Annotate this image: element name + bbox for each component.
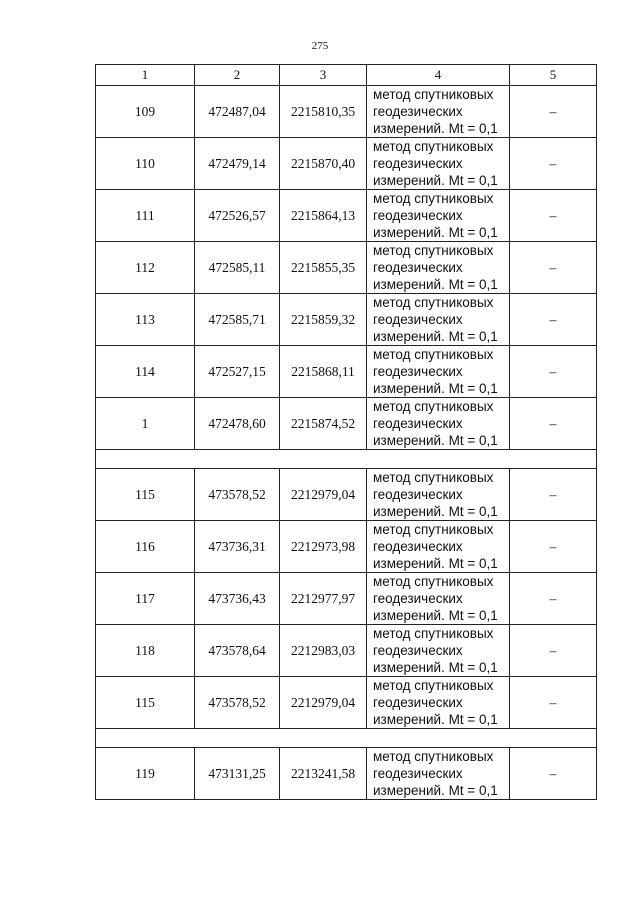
method-line: измерений. Mt = 0,1 — [373, 225, 498, 240]
y-coordinate-cell: 2215868,11 — [280, 346, 367, 398]
method-line: метод спутниковых — [373, 626, 494, 641]
note-cell: – — [510, 294, 597, 346]
method-cell — [367, 398, 510, 450]
method-line: метод спутниковых — [373, 749, 494, 764]
method-line: геодезических — [373, 487, 463, 502]
table-row — [96, 625, 597, 677]
method-line: геодезических — [373, 104, 463, 119]
note-cell: – — [510, 138, 597, 190]
point-number-cell: 113 — [96, 294, 195, 346]
table-row — [96, 138, 597, 190]
method-line: метод спутниковых — [373, 347, 494, 362]
method-line: измерений. Mt = 0,1 — [373, 556, 498, 571]
method-line: метод спутниковых — [373, 470, 494, 485]
method-line: геодезических — [373, 591, 463, 606]
method-line: геодезических — [373, 364, 463, 379]
y-coordinate-cell: 2212979,04 — [280, 469, 367, 521]
method-line: геодезических — [373, 208, 463, 223]
method-line: измерений. Mt = 0,1 — [373, 712, 498, 727]
column-header-5: 5 — [510, 65, 597, 86]
column-header-1: 1 — [96, 65, 195, 86]
y-coordinate-cell: 2212977,97 — [280, 573, 367, 625]
x-coordinate-cell: 472585,71 — [195, 294, 280, 346]
method-line: метод спутниковых — [373, 522, 494, 537]
x-coordinate-cell: 472478,60 — [195, 398, 280, 450]
method-line: измерений. Mt = 0,1 — [373, 504, 498, 519]
note-cell: – — [510, 346, 597, 398]
method-line: геодезических — [373, 695, 463, 710]
method-line: измерений. Mt = 0,1 — [373, 660, 498, 675]
note-cell: – — [510, 242, 597, 294]
y-coordinate-cell: 2215864,13 — [280, 190, 367, 242]
method-cell — [367, 294, 510, 346]
coordinates-table — [95, 64, 597, 800]
x-coordinate-cell: 472585,11 — [195, 242, 280, 294]
note-cell: – — [510, 573, 597, 625]
method-line: геодезических — [373, 643, 463, 658]
table-row — [96, 190, 597, 242]
column-header-2: 2 — [195, 65, 280, 86]
method-line: геодезических — [373, 156, 463, 171]
note-cell: – — [510, 398, 597, 450]
table-row — [96, 86, 597, 138]
method-line: геодезических — [373, 539, 463, 554]
method-cell — [367, 242, 510, 294]
method-line: измерений. Mt = 0,1 — [373, 173, 498, 188]
point-number-cell: 118 — [96, 625, 195, 677]
y-coordinate-cell: 2215859,32 — [280, 294, 367, 346]
method-line: метод спутниковых — [373, 243, 494, 258]
point-number-cell: 115 — [96, 677, 195, 729]
point-number-cell: 115 — [96, 469, 195, 521]
column-header-3: 3 — [280, 65, 367, 86]
note-cell: – — [510, 86, 597, 138]
point-number-cell: 109 — [96, 86, 195, 138]
table-header-row — [96, 65, 597, 86]
x-coordinate-cell: 472487,04 — [195, 86, 280, 138]
point-number-cell: 116 — [96, 521, 195, 573]
table-row — [96, 469, 597, 521]
y-coordinate-cell: 2213241,58 — [280, 748, 367, 800]
method-line: метод спутниковых — [373, 295, 494, 310]
method-line: измерений. Mt = 0,1 — [373, 381, 498, 396]
method-line: измерений. Mt = 0,1 — [373, 433, 498, 448]
method-cell — [367, 625, 510, 677]
method-cell — [367, 677, 510, 729]
point-number-cell: 117 — [96, 573, 195, 625]
x-coordinate-cell: 473131,25 — [195, 748, 280, 800]
method-cell — [367, 346, 510, 398]
method-line: метод спутниковых — [373, 574, 494, 589]
point-number-cell: 119 — [96, 748, 195, 800]
method-line: геодезических — [373, 312, 463, 327]
method-cell — [367, 573, 510, 625]
coordinates-table-body — [96, 65, 597, 800]
column-header-4: 4 — [367, 65, 510, 86]
table-row — [96, 677, 597, 729]
y-coordinate-cell: 2215870,40 — [280, 138, 367, 190]
page-number: 275 — [311, 40, 329, 52]
method-cell — [367, 86, 510, 138]
note-cell: – — [510, 521, 597, 573]
y-coordinate-cell: 2215855,35 — [280, 242, 367, 294]
point-number-cell: 112 — [96, 242, 195, 294]
x-coordinate-cell: 472526,57 — [195, 190, 280, 242]
point-number-cell: 114 — [96, 346, 195, 398]
table-row — [96, 398, 597, 450]
method-line: метод спутниковых — [373, 678, 494, 693]
note-cell: – — [510, 748, 597, 800]
point-number-cell: 110 — [96, 138, 195, 190]
method-cell — [367, 748, 510, 800]
table-row — [96, 748, 597, 800]
method-cell — [367, 469, 510, 521]
note-cell: – — [510, 625, 597, 677]
x-coordinate-cell: 473736,31 — [195, 521, 280, 573]
note-cell: – — [510, 190, 597, 242]
method-line: метод спутниковых — [373, 399, 494, 414]
method-line: метод спутниковых — [373, 191, 494, 206]
method-line: геодезических — [373, 766, 463, 781]
x-coordinate-cell: 473578,52 — [195, 677, 280, 729]
table-row — [96, 573, 597, 625]
group-separator-row — [96, 450, 597, 469]
separator-cell — [96, 729, 597, 748]
point-number-cell: 1 — [96, 398, 195, 450]
x-coordinate-cell: 472527,15 — [195, 346, 280, 398]
y-coordinate-cell: 2215810,35 — [280, 86, 367, 138]
table-row — [96, 521, 597, 573]
y-coordinate-cell: 2215874,52 — [280, 398, 367, 450]
point-number-cell: 111 — [96, 190, 195, 242]
method-line: метод спутниковых — [373, 87, 494, 102]
separator-cell — [96, 450, 597, 469]
note-cell: – — [510, 469, 597, 521]
table-row — [96, 346, 597, 398]
method-line: измерений. Mt = 0,1 — [373, 608, 498, 623]
method-line: измерений. Mt = 0,1 — [373, 277, 498, 292]
x-coordinate-cell: 473578,52 — [195, 469, 280, 521]
method-cell — [367, 138, 510, 190]
table-row — [96, 294, 597, 346]
method-line: измерений. Mt = 0,1 — [373, 121, 498, 136]
table-row — [96, 242, 597, 294]
y-coordinate-cell: 2212979,04 — [280, 677, 367, 729]
x-coordinate-cell: 473736,43 — [195, 573, 280, 625]
method-cell — [367, 190, 510, 242]
method-line: измерений. Mt = 0,1 — [373, 329, 498, 344]
group-separator-row — [96, 729, 597, 748]
method-line: метод спутниковых — [373, 139, 494, 154]
x-coordinate-cell: 472479,14 — [195, 138, 280, 190]
method-cell — [367, 521, 510, 573]
method-line: измерений. Mt = 0,1 — [373, 783, 498, 798]
y-coordinate-cell: 2212973,98 — [280, 521, 367, 573]
y-coordinate-cell: 2212983,03 — [280, 625, 367, 677]
method-line: геодезических — [373, 260, 463, 275]
note-cell: – — [510, 677, 597, 729]
x-coordinate-cell: 473578,64 — [195, 625, 280, 677]
method-line: геодезических — [373, 416, 463, 431]
